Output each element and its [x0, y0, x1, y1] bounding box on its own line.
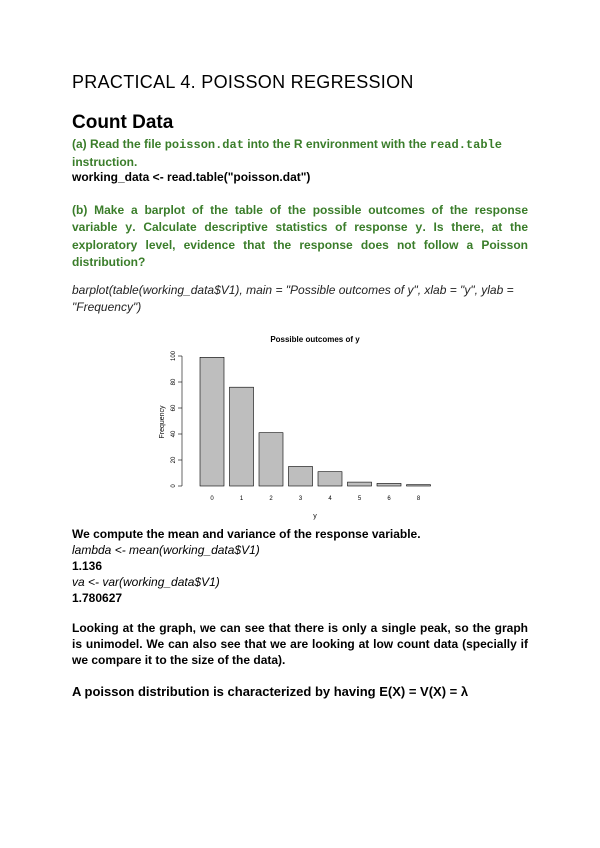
- bar-4: [318, 472, 342, 486]
- question-b-text2: . Calculate descriptive statistics of response: [132, 220, 416, 234]
- bar-0: [200, 357, 224, 486]
- x-tick-label: 1: [239, 496, 244, 502]
- lambda-code: lambda <- mean(working_data$V1): [72, 543, 260, 557]
- question-a: [72, 136, 528, 171]
- question-a-text1: (a) Read the file: [72, 137, 165, 151]
- variance-value: 1.780627: [72, 591, 123, 605]
- x-tick-label: 0: [210, 496, 214, 502]
- question-b-var1: y: [125, 221, 133, 235]
- x-tick-label: 5: [357, 496, 362, 502]
- chart-title: Possible outcomes of y: [270, 335, 360, 344]
- read-code-line: working_data <- read.table("poisson.dat"): [72, 170, 311, 184]
- chart-ylabel: Frequency: [159, 405, 166, 439]
- question-b-var2: y: [415, 221, 423, 235]
- x-tick-label: 2: [269, 496, 273, 502]
- mean-intro: We compute the mean and variance of the response variable.: [72, 527, 421, 541]
- question-a-file: poisson.dat: [164, 138, 244, 152]
- final-statement: A poisson distribution is characterized by having E(X) = V(X) = λ: [72, 684, 469, 699]
- lambda-value: 1.136: [72, 559, 103, 573]
- bar-5: [348, 482, 372, 486]
- y-tick-label: 0: [171, 484, 177, 488]
- stats-block: [72, 526, 528, 606]
- y-tick-label: 40: [171, 430, 177, 438]
- page-title: PRACTICAL 4. POISSON REGRESSION: [72, 72, 414, 92]
- barplot-chart: [150, 330, 480, 525]
- question-a-text2: into the R environment with the: [243, 137, 430, 151]
- chart-xlabel: y: [313, 513, 317, 520]
- bar-2: [259, 433, 283, 486]
- barplot-code: barplot(table(working_data$V1), main = "Possible outcomes of y", xlab = "y", ylab = "Frequency"): [72, 283, 514, 314]
- question-a-function: read.table: [429, 138, 502, 152]
- bar-3: [289, 467, 313, 487]
- question-a-text3: instruction.: [72, 155, 138, 169]
- y-tick-label: 60: [171, 404, 177, 412]
- bar-1: [230, 387, 254, 486]
- question-b-text1: (b) Make a barplot of the table of the possible outcomes of the response variable: [72, 203, 528, 234]
- y-tick-label: 80: [171, 378, 177, 386]
- question-b: [72, 202, 528, 271]
- x-tick-label: 6: [387, 496, 391, 502]
- y-tick-label: 20: [171, 456, 177, 464]
- analysis-paragraph: Looking at the graph, we can see that there is only a single peak, so the graph is unimodel. We can also see that we are looking at low count data (specially if we compare it to the size of the data).: [72, 621, 528, 667]
- question-b-text3: . Is there, at the exploratory level, evidence that the response does not follow a Poisson distribution?: [72, 220, 528, 269]
- bar-8: [407, 485, 431, 486]
- y-tick-label: 100: [171, 350, 177, 362]
- section-heading: Count Data: [72, 112, 174, 133]
- x-tick-label: 3: [298, 496, 303, 502]
- bar-6: [377, 483, 401, 486]
- variance-code: va <- var(working_data$V1): [72, 575, 220, 589]
- x-tick-label: 4: [328, 496, 332, 502]
- x-tick-label: 8: [416, 496, 421, 502]
